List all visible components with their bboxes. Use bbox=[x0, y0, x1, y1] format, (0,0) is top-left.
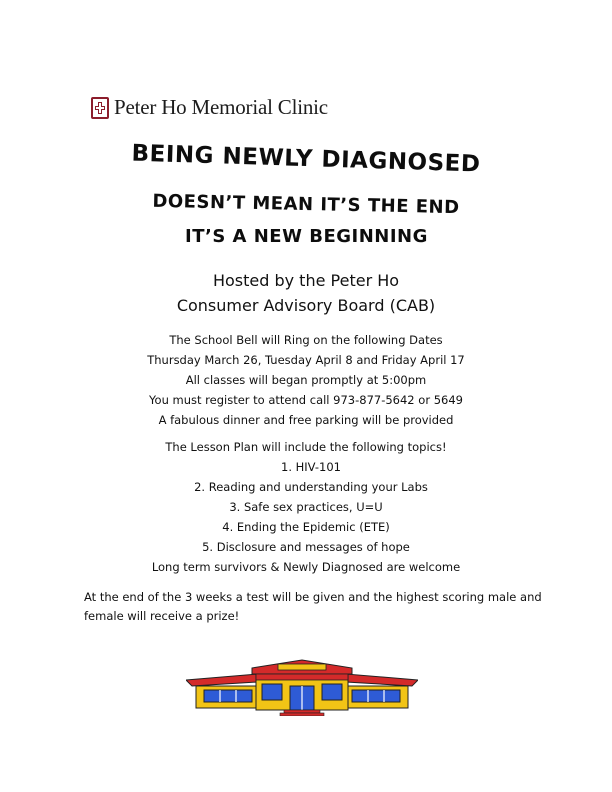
school-building-icon bbox=[186, 658, 418, 721]
schedule-line: A fabulous dinner and free parking will be provided bbox=[158, 413, 454, 427]
topic-item: 1. HIV-101 bbox=[281, 460, 341, 474]
host-line-1: Hosted by the Peter Ho bbox=[212, 271, 400, 290]
clinic-logo bbox=[91, 95, 328, 120]
topic-list bbox=[0, 457, 612, 557]
schedule-line: Thursday March 26, Tuesday April 8 and Friday April 17 bbox=[147, 353, 465, 367]
topic-item: 3. Safe sex practices, U=U bbox=[229, 500, 383, 514]
topic-item: 2. Reading and understanding your Labs bbox=[194, 480, 428, 494]
schedule-line: All classes will began promptly at 5:00pm bbox=[185, 373, 427, 387]
headline-line-1: BEING NEWLY DIAGNOSED bbox=[131, 140, 481, 178]
schedule-line: You must register to attend call 973-877-5642 or 5649 bbox=[149, 393, 463, 407]
lesson-plan-title: The Lesson Plan will include the following topics! bbox=[165, 440, 447, 454]
topic-item: 4. Ending the Epidemic (ETE) bbox=[222, 520, 390, 534]
clinic-name: Peter Ho Memorial Clinic bbox=[114, 95, 328, 119]
headline-line-2: DOESN’T MEAN IT’S THE END bbox=[152, 190, 460, 219]
medical-cross-icon bbox=[91, 97, 109, 119]
headline-line-3-text: IT’S A NEW BEGINNING bbox=[184, 226, 428, 247]
schedule-block bbox=[0, 330, 612, 430]
welcome-note: Long term survivors & Newly Diagnosed are welcome bbox=[151, 560, 461, 574]
schedule-line: The School Bell will Ring on the following Dates bbox=[169, 333, 443, 347]
prize-note: At the end of the 3 weeks a test will be given and the highest scoring male and female will receive a prize! bbox=[84, 590, 542, 623]
host-line-2: Consumer Advisory Board (CAB) bbox=[176, 296, 436, 315]
headline-line-3 bbox=[0, 226, 612, 247]
topic-item: 5. Disclosure and messages of hope bbox=[202, 540, 410, 554]
